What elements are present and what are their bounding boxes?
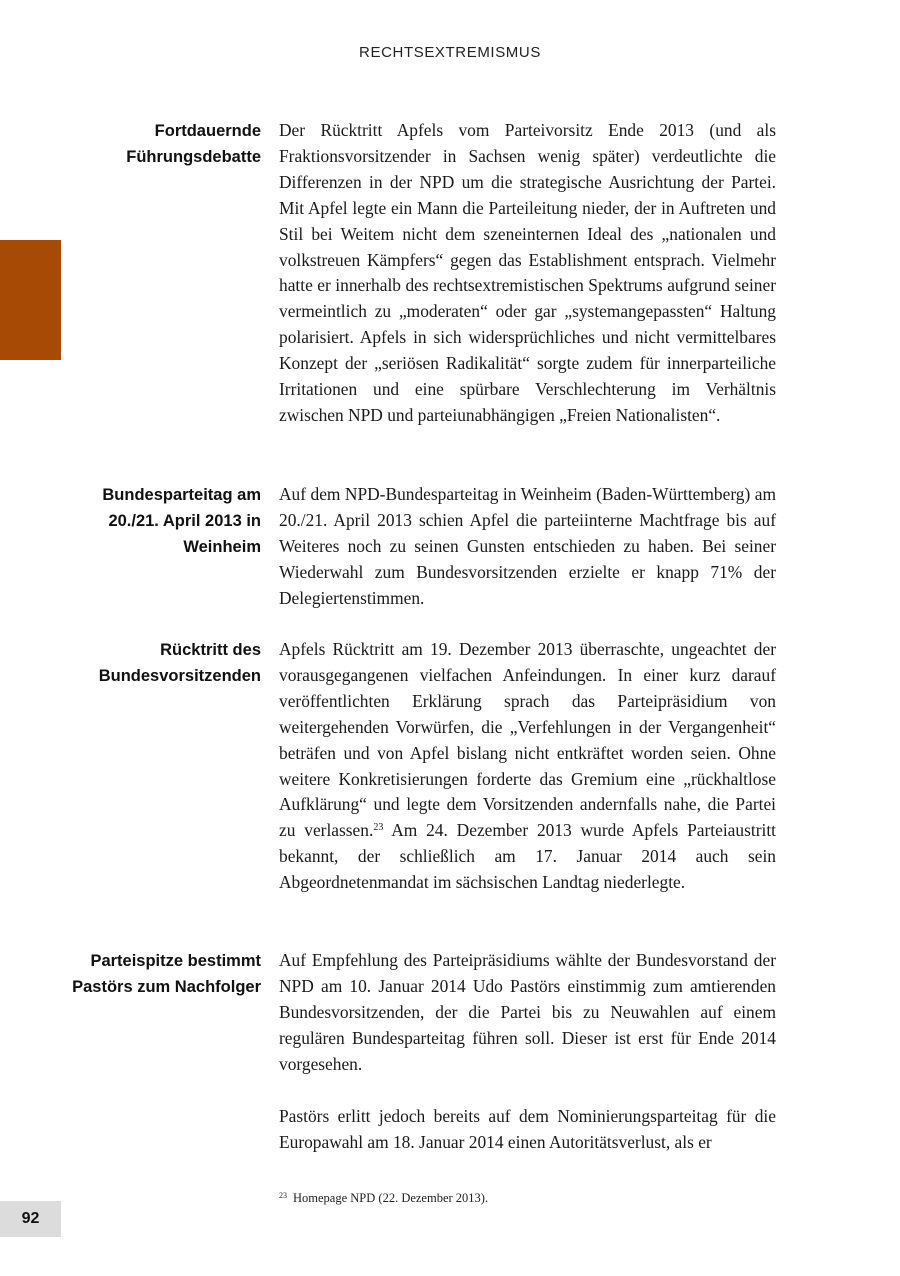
marginal-heading: Fortdauernde Führungsdebatte (126, 122, 261, 166)
chapter-color-tab (0, 240, 61, 360)
paragraph-text-continued: Am 24. Dezember 2013 wurde Apfels Parteiaustritt bekannt, der schließlich am 17. Januar 2014 auch sein Abgeordnetenmandat im sächsischen Landtag niederlegte. (279, 820, 776, 893)
marginal-heading: Bundesparteitag am 20./21. April 2013 in Weinheim (102, 486, 261, 556)
page-number: 92 (0, 1201, 61, 1237)
footnote (279, 1188, 776, 1206)
paragraph: Der Rücktritt Apfels vom Parteivorsitz Ende 2013 (und als Fraktionsvorsitzender in Sachsen wenig später) verdeutlichte die Differenzen in der NPD um die strategische Ausrichtung der Partei. Mit Apfel legte ein Mann die Parteileitung nieder, der in Auftreten und Stil bei Weitem nicht dem szeneinternen Ideal des „nationalen und volkstreuen Kämpfers“ gegen das Establishment entsprach. Vielmehr hatte er innerhalb des rechtsextremistischen Spektrums aufgrund seiner vermeintlich zu „moderaten“ oder gar „systemangepassten“ Haltung polarisiert. Apfels in sich widersprüchliches und nicht vermittelbares Konzept der „seriösen Radikalität“ sorgte zudem für innerparteiliche Irritationen und eine spürbare Verschlechterung im Verhältnis zwischen NPD und parteiunabhängigen „Freien Nationalisten“. (279, 120, 776, 425)
paragraph (279, 637, 776, 896)
footnote-text: Homepage NPD (22. Dezember 2013). (293, 1191, 489, 1205)
paragraph: Auf Empfehlung des Parteipräsidiums wählte der Bundesvorstand der NPD am 10. Januar 2014 Udo Pastörs einstimmig zum amtierenden Bundesvorsitzenden, der die Partei bis zu Neuwahlen auf einem regulären Bundesparteitag führen soll. Dieser ist erst für Ende 2014 vorgesehen. (279, 950, 776, 1074)
marginal-heading: Parteispitze bestimmt Pastörs zum Nachfolger (72, 952, 261, 996)
paragraph-text: Apfels Rücktritt am 19. Dezember 2013 überraschte, ungeachtet der vorausgegangenen vielfachen Anfeindungen. In einer kurz darauf veröffentlichten Erklärung sprach das Parteipräsidium von weitergehenden Vorwürfen, die „Verfehlungen in der Vergangenheit“ beträfen und von Apfel bislang nicht entkräftet worden seien. Ohne weitere Konkretisierungen forderte das Gremium eine „rückhaltlose Aufklärung“ und legte dem Vorsitzenden andernfalls nahe, die Partei zu verlassen. (279, 639, 776, 841)
paragraph: Auf dem NPD-Bundesparteitag in Weinheim (Baden-Württemberg) am 20./21. April 2013 schien Apfel die parteiinterne Machtfrage bis auf Weiteres noch zu seinen Gunsten entschieden zu haben. Bei seiner Wiederwahl zum Bundesvorsitzenden erzielte er knapp 71% der Delegiertenstimmen. (279, 484, 776, 608)
footnote-number: 23 (279, 1191, 287, 1200)
footnote-reference[interactable]: 23 (373, 822, 384, 834)
paragraph: Pastörs erlitt jedoch bereits auf dem Nominierungsparteitag für die Europawahl am 18. Januar 2014 einen Autoritätsverlust, als er (279, 1106, 776, 1152)
running-header: RECHTSEXTREMISMUS (359, 44, 541, 61)
marginal-heading: Rücktritt des Bundesvorsitzenden (98, 641, 261, 685)
